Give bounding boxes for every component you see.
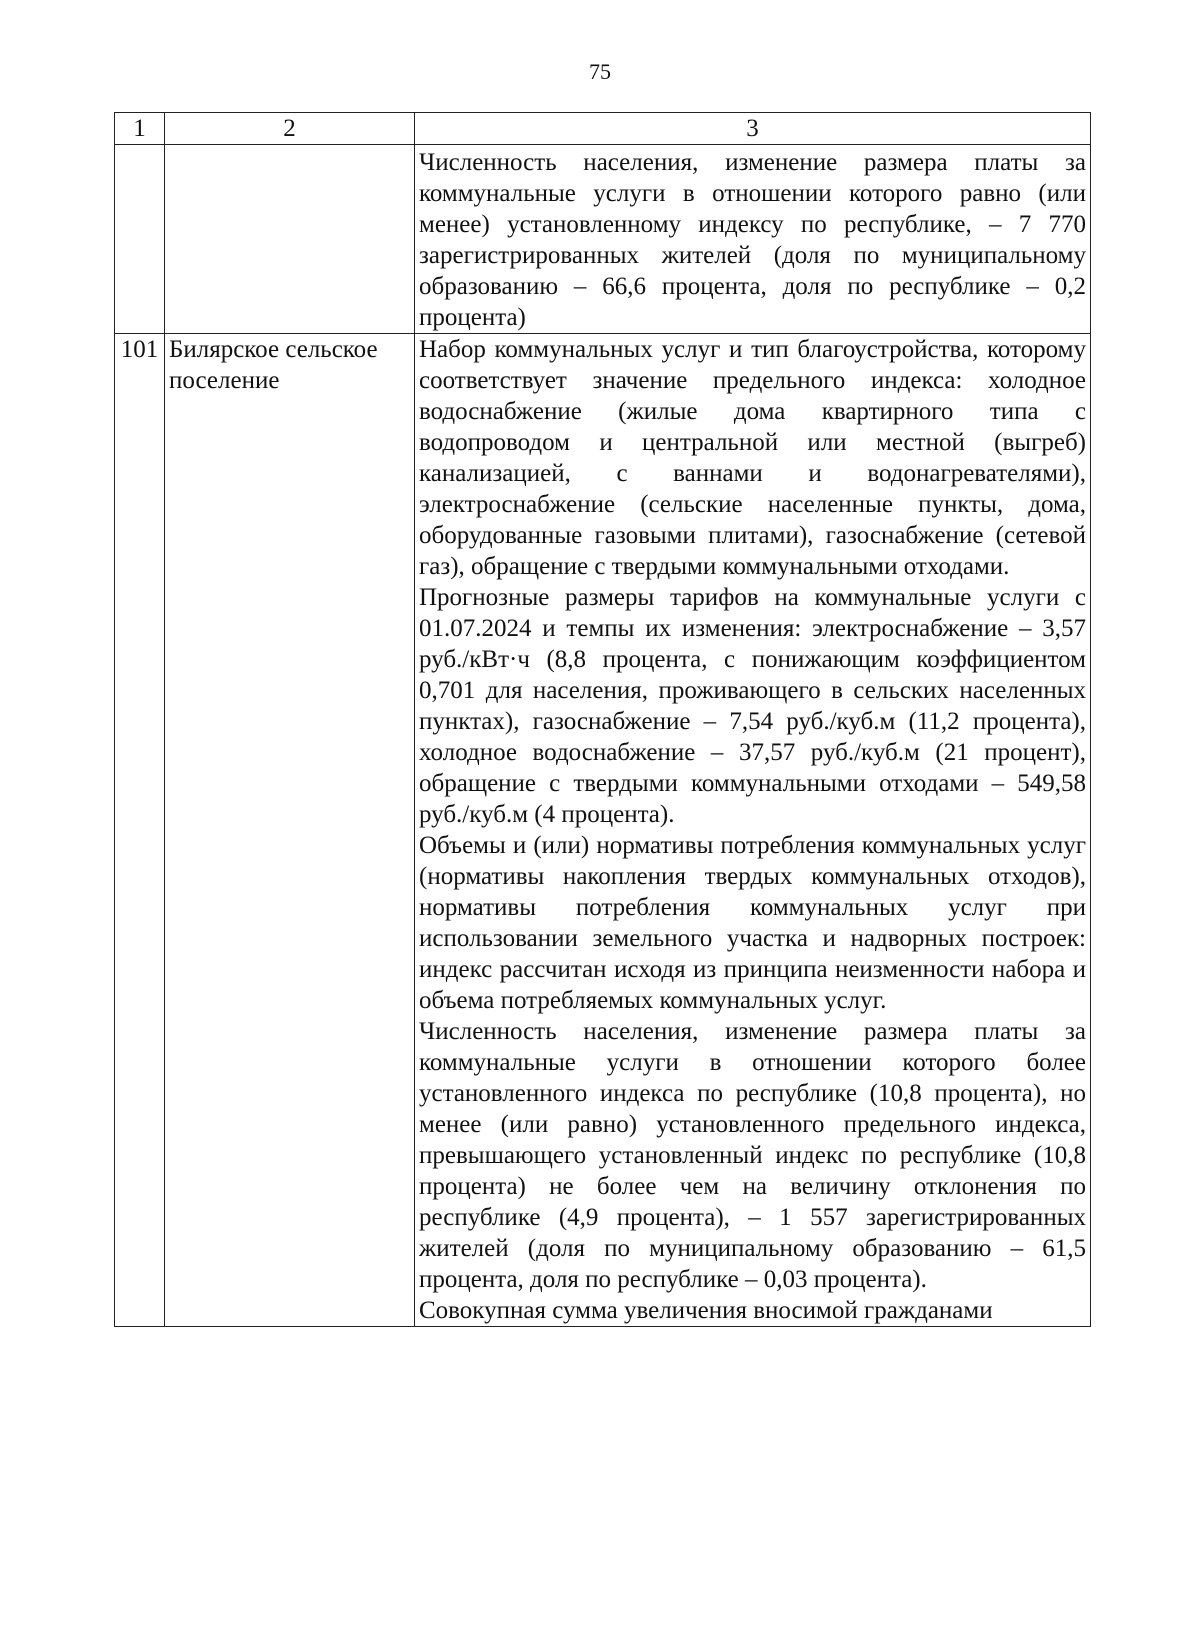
page-number: 75 xyxy=(589,59,611,84)
municipality-name-cell xyxy=(165,145,415,334)
table-header-row xyxy=(115,113,1091,145)
description-paragraph: Набор коммунальных услуг и тип благоустройства, которому соответствует значение предельного индекса: холодное водоснабжение (жилые дома квартирного типа с водопроводом и центральной или местной (выгреб) канализацией, с ваннами и водонагревателями), электроснабжение (сельские населенные пункты, дома, оборудованные газовыми плитами), газоснабжение (сетевой газ), обращение с твердыми коммунальными отходами. xyxy=(419,336,1086,580)
header-col-1: 1 xyxy=(115,113,165,145)
description-paragraph: Численность населения, изменение размера платы за коммунальные услуги в отношении которого более установленного индекса по республике (10,8 процента), но менее (или равно) установленного предельного индекса, превышающего установленный индекс по республике (10,8 процента) не более чем на величину отклонения по республике (4,9 процента), – 1 557 зарегистрированных жителей (доля по муниципальному образованию – 61,5 процента, доля по республике – 0,03 процента). xyxy=(419,1018,1086,1293)
municipality-name-cell: Билярское сельское поселение xyxy=(165,334,415,1327)
description-cell xyxy=(415,145,1091,334)
description-paragraph: Объемы и (или) нормативы потребления коммунальных услуг (нормативы накопления твердых коммунальных отходов), нормативы потребления коммунальных услуг при использовании земельного участка и надворных построек: индекс рассчитан исходя из принципа неизменности набора и объема потребляемых коммунальных услуг. xyxy=(419,832,1086,1014)
table-row-continuation xyxy=(115,145,1091,334)
row-number-cell: 101 xyxy=(115,334,165,1327)
table-row-101 xyxy=(115,334,1091,1327)
description-cell xyxy=(415,334,1091,1327)
description-paragraph: Численность населения, изменение размера платы за коммунальные услуги в отношении которого равно (или менее) установленному индексу по республике, – 7 770 зарегистрированных жителей (доля по муниципальному образованию – 66,6 процента, доля по республике – 0,2 процента) xyxy=(419,149,1086,331)
description-paragraph: Прогнозные размеры тарифов на коммунальные услуги с 01.07.2024 и темпы их изменения: электроснабжение – 3,57 руб./кВт·ч (8,8 процента, с понижающим коэффициентом 0,701 для населения, проживающего в сельских населенных пунктах), газоснабжение – 7,54 руб./куб.м (11,2 процента), холодное водоснабжение – 37,57 руб./куб.м (21 процент), обращение с твердыми коммунальными отходами – 549,58 руб./куб.м (4 процента). xyxy=(419,584,1086,828)
description-paragraph: Совокупная сумма увеличения вносимой гражданами xyxy=(419,1297,993,1324)
header-col-2: 2 xyxy=(165,113,415,145)
header-col-3: 3 xyxy=(415,113,1091,145)
row-number-cell xyxy=(115,145,165,334)
document-table xyxy=(114,112,1091,1327)
